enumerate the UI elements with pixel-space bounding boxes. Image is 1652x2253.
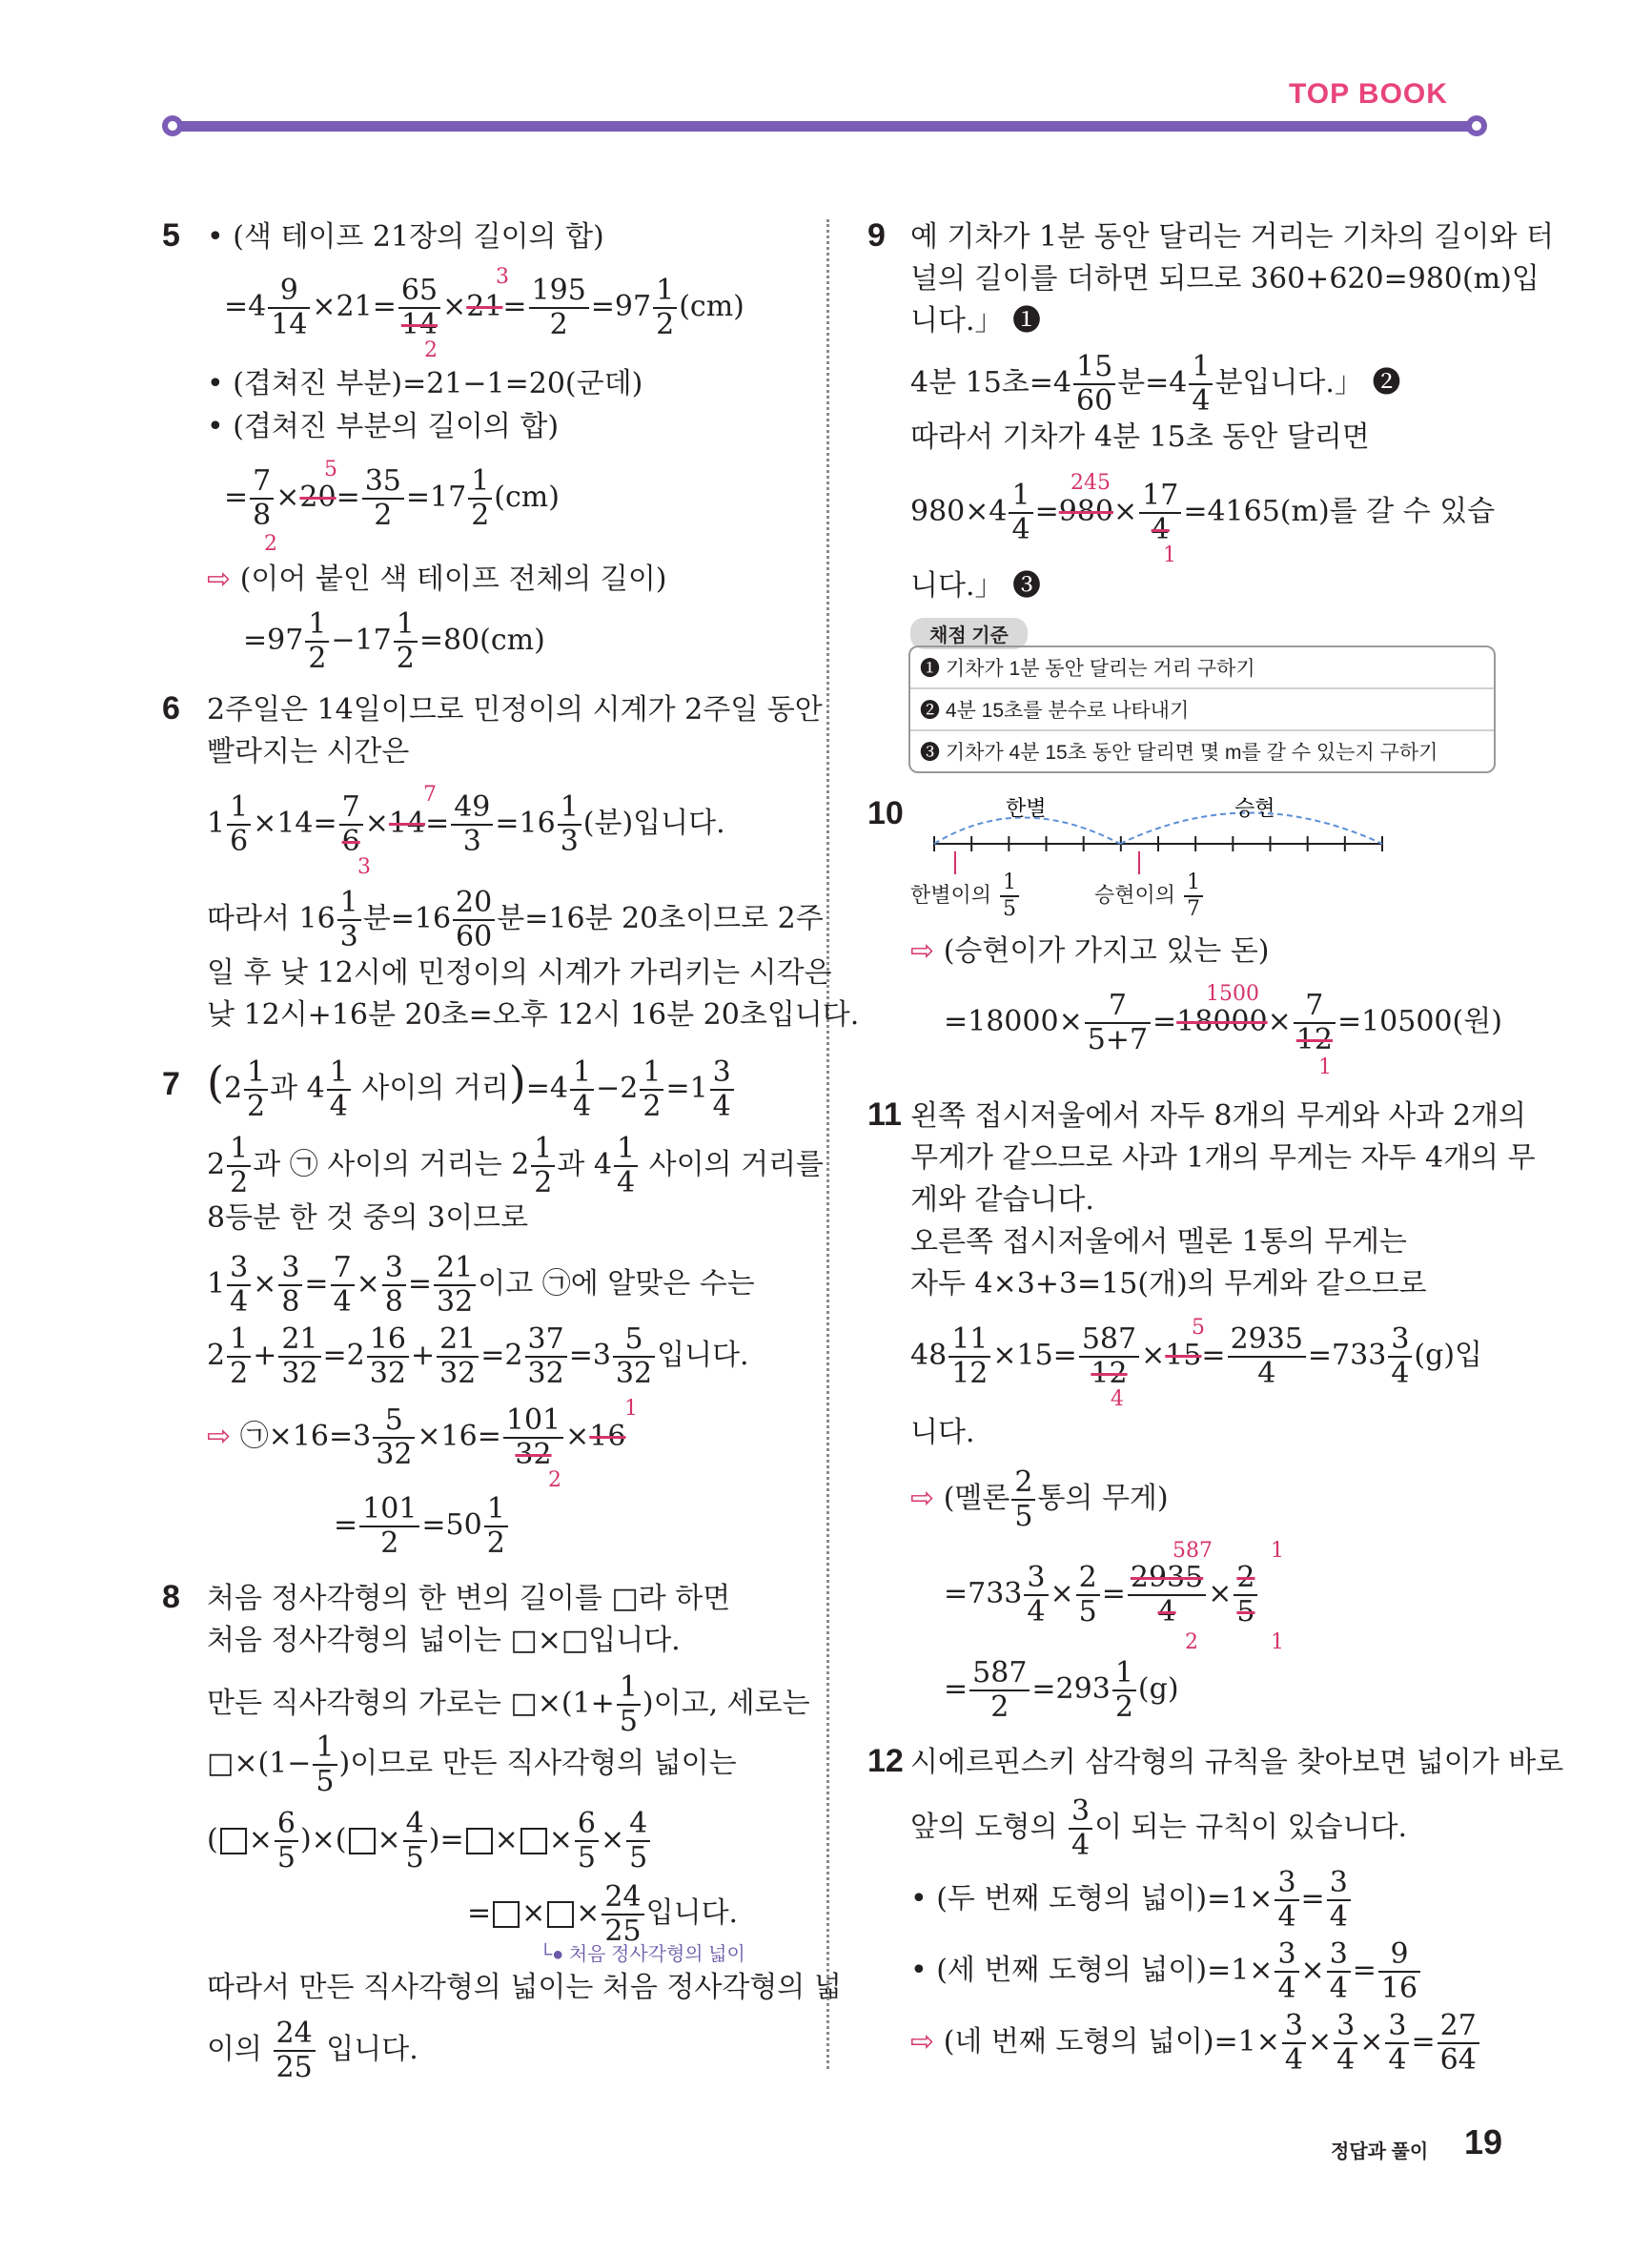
p11-line-3: 게와 같습니다. — [910, 1183, 1094, 1217]
p11-cancel-587: 587 — [1173, 1539, 1213, 1563]
p6-line-2: 빨라지는 시간은 — [207, 735, 410, 768]
p10-cancel-1: 1 — [1318, 1055, 1332, 1079]
problem-8-number: 8 — [162, 1579, 180, 1615]
p7-line-6a: ㉠×16=3 — [239, 1420, 372, 1453]
p8-line-7: 따라서 만든 직사각형의 넓이는 처음 정사각형의 넓 — [207, 1971, 842, 2004]
header-title: TOP BOOK — [1289, 78, 1448, 110]
label-hanbyeol: 한별 — [1006, 797, 1047, 821]
p9-line-3: 니다.」 ❶ — [910, 304, 1042, 338]
p6-cancel-7: 7 — [423, 783, 437, 807]
p11-line-5: 자두 4×3+3=15(개)의 무게와 같으므로 — [910, 1267, 1427, 1301]
p7-cancel-2: 2 — [548, 1468, 561, 1492]
p12-line-3a: • (두 번째 도형의 넓이)=1× — [910, 1882, 1274, 1915]
p9-cancel-245: 245 — [1071, 471, 1111, 495]
p5-line-6-text: (이어 붙인 색 테이프 전체의 길이) — [239, 563, 667, 596]
p8-note-text: 처음 정사각형의 넓이 — [568, 1944, 745, 1965]
p7-line-2: 2 $\frac{1}{2}$ 과 ㉠ 사이의 거리는 2 $\frac{1}{2}$ 과 4 $\frac{1}{4}$ 사이의 거리를 — [207, 1132, 825, 1199]
p8-line-3: 만든 직사각형의 가로는 □×(1+ $\frac{1}{5}$ )이고, 세로는 — [207, 1670, 810, 1738]
p9-cancel-1: 1 — [1163, 543, 1176, 567]
p9-line-4c: 분입니다.」 ❷ — [1214, 366, 1401, 399]
criteria-row: ❶ 기차가 1분 동안 달리는 거리 구하기 — [910, 647, 1494, 689]
p10-line-1-text: (승현이가 가지고 있는 돈) — [943, 934, 1270, 968]
p8-note: └● 처음 정사각형의 넓이 — [539, 1944, 745, 1965]
p8-line-4b: )이므로 만든 직사각형의 넓이는 — [338, 1747, 737, 1780]
column-divider — [826, 219, 829, 2069]
p9-line-2: 널의 길이를 더하면 되므로 360+620=980(m)입 — [910, 262, 1540, 296]
p8-line-6: = × × $\frac{24}{25}$ 입니다. — [467, 1880, 739, 1948]
p10-calc: =18000× $\frac{7}{5+7}$ =18000× $\frac{7}{12}$ =10500(원) — [944, 989, 1502, 1056]
p12-line-4a: • (세 번째 도형의 넓이)=1× — [910, 1954, 1274, 1987]
p6-line-1: 2주일은 14일이므로 민정이의 시계가 2주일 동안 — [207, 693, 823, 727]
p8-line-3a: 만든 직사각형의 가로는 □×(1+ — [207, 1687, 615, 1720]
criteria-title: 채점 기준 — [910, 618, 1028, 649]
problem-5-number: 5 — [162, 217, 180, 254]
p11-cancel-4: 4 — [1111, 1387, 1124, 1411]
p11-calc-3: = $\frac{587}{2}$ =293 $\frac{1}{2}$ (g) — [944, 1656, 1179, 1724]
problem-9-number: 9 — [867, 217, 886, 254]
p12-line-1: 시에르핀스키 삼각형의 규칙을 찾아보면 넓이가 바로 — [910, 1746, 1564, 1779]
p5-cancel-2b: 2 — [264, 532, 277, 556]
p9-line-6: 980×4 $\frac{1}{4}$ =980× $\frac{17}{4}$ =4165(m)를 갈 수 있습 — [910, 479, 1496, 546]
header-bar-left-cap — [162, 115, 183, 136]
p6-cancel-3: 3 — [357, 855, 371, 879]
p8-line-7a: 이의 — [207, 2033, 262, 2066]
p9-line-7: 니다.」 ❸ — [910, 569, 1042, 603]
p12-line-2b: 이 되는 규칙이 있습니다. — [1094, 1811, 1408, 1844]
p11-line-8b: 통의 무게) — [1037, 1482, 1169, 1515]
p7-line-2c: 사이의 거리를 — [648, 1148, 825, 1181]
p7-line-1a: 과 — [270, 1072, 298, 1105]
criteria-row: ❷ 4분 15초를 분수로 나타내기 — [910, 689, 1494, 731]
p12-line-2a: 앞의 도형의 — [910, 1811, 1058, 1844]
p5-line-3: • (겹쳐진 부분)=21−1=20(군데) — [207, 367, 643, 400]
label-seunghyeon: 승현 — [1234, 797, 1275, 821]
p8-line-3b: )이고, 세로는 — [642, 1687, 810, 1720]
p5-calc-1: =4 $\frac{9}{14}$ ×21= $\frac{65}{14}$ ×21= $\frac{195}{2}$ =97 $\frac{1}{2}$ (cm) — [224, 274, 744, 341]
p9-line-4a: 4분 15초=4 — [910, 366, 1071, 399]
problem-7-number: 7 — [162, 1066, 180, 1102]
p6-line-5b: 분=16분 20초이므로 2주 — [497, 902, 824, 935]
p11-line-8: ⇨ (멜론 $\frac{2}{5}$ 통의 무게) — [910, 1465, 1169, 1533]
p12-line-3: • (두 번째 도형의 넓이)=1× $\frac{3}{4}$ = $\frac{3}{4}$ — [910, 1869, 1353, 1932]
p10-share-a: 한별이의 $\frac{1}{5}$ — [910, 872, 1021, 920]
p5-calc-2: = $\frac{7}{8}$ ×20= $\frac{35}{2}$ =17 $\frac{1}{2}$ (cm) — [224, 464, 560, 532]
p12-line-2: 앞의 도형의 $\frac{3}{4}$ 이 되는 규칙이 있습니다. — [910, 1794, 1408, 1862]
p5-line-1: • (색 테이프 21장의 길이의 합) — [207, 220, 604, 254]
p5-calc-3: =97 $\frac{1}{2}$ −17 $\frac{1}{2}$ =80(cm) — [243, 607, 545, 675]
p9-line-4b: 분=4 — [1117, 366, 1188, 399]
footer-label: 정답과 풀이 — [1331, 2141, 1429, 2162]
p6-line-7: 낮 12시+16분 20초=오후 12시 16분 20초입니다. — [207, 998, 860, 1032]
p12-line-4: • (세 번째 도형의 넓이)=1× $\frac{3}{4}$ × $\frac{3}{4}$ = $\frac{9}{16}$ — [910, 1940, 1422, 2003]
p5-cancel-5: 5 — [324, 458, 337, 481]
p7-cancel-1: 1 — [624, 1397, 638, 1421]
p11-line-4: 오른쪽 접시저울에서 멜론 1통의 무게는 — [910, 1225, 1407, 1259]
p6-line-5: 따라서 16 $\frac{1}{3}$ 분=16 $\frac{20}{60}$ 분=16분 20초이므로 2주 — [207, 886, 824, 953]
problem-10-number: 10 — [867, 795, 904, 831]
p7-line-6: ⇨ ㉠×16=3 $\frac{5}{32}$ ×16= $\frac{101}{32}$ ×16 — [207, 1403, 626, 1471]
p10-share-a-text: 한별이의 — [910, 884, 992, 908]
p5-line-6: ⇨ (이어 붙인 색 테이프 전체의 길이) — [207, 563, 667, 596]
p7-line-1b: 사이의 거리 — [361, 1072, 509, 1105]
p8-line-2: 처음 정사각형의 넓이는 □×□입니다. — [207, 1624, 681, 1657]
arc-hanbyeol — [934, 818, 1120, 845]
p7-line-5b: 입니다. — [657, 1339, 749, 1372]
p5-cancel-3: 3 — [496, 265, 509, 289]
p7-line-5: 2 $\frac{1}{2}$ + $\frac{21}{32}$ =2 $\frac{16}{32}$ + $\frac{21}{32}$ =2 $\frac{37}{32}$ =3 $\frac{5}{32}$ 입니다. — [207, 1322, 749, 1390]
criteria-row: ❸ 기차가 4분 15초 동안 달리면 몇 m를 갈 수 있는지 구하기 — [920, 742, 1438, 764]
p7-line-3: 8등분 한 것 중의 3이므로 — [207, 1201, 529, 1235]
p11-cancel-1b: 1 — [1271, 1630, 1284, 1654]
p8-line-4a: □×(1− — [207, 1747, 312, 1780]
p11-line-2: 무게가 같으므로 사과 1개의 무게는 자두 4개의 무 — [910, 1141, 1536, 1175]
p5-line-4: • (겹쳐진 부분의 길이의 합) — [207, 410, 560, 443]
p8-line-4: □×(1− $\frac{1}{5}$ )이므로 만든 직사각형의 넓이는 — [207, 1731, 737, 1798]
p11-cancel-1a: 1 — [1271, 1539, 1284, 1563]
p8-line-5: ( × $\frac{6}{5}$ )×( × $\frac{4}{5}$ )= × × $\frac{6}{5}$ × $\frac{4}{5}$ — [207, 1810, 652, 1873]
criteria-table — [908, 645, 1496, 773]
p6-line-6: 일 후 낮 12시에 민정이의 시계가 가리키는 시각은 — [207, 956, 832, 990]
problem-6-number: 6 — [162, 690, 180, 727]
p6-line-4b: (분)입니다. — [582, 807, 725, 840]
p5-cancel-2: 2 — [424, 338, 438, 362]
p7-line-1: (2 $\frac{1}{2}$ 과 4 $\frac{1}{4}$ 사이의 거리)=4 $\frac{1}{4}$ −2 $\frac{1}{2}$ =1 $\frac{3}{4}$ — [207, 1058, 736, 1121]
p7-line-4: 1 $\frac{3}{4}$ × $\frac{3}{8}$ = $\frac{7}{4}$ × $\frac{3}{8}$ = $\frac{21}{32}$ 이고 ㉠에 알맞은 수는 — [207, 1251, 755, 1319]
p9-line-1: 예 기차가 1분 동안 달리는 거리는 기차의 길이와 터 — [910, 220, 1554, 254]
p9-line-5: 따라서 기차가 4분 15초 동안 달리면 — [910, 420, 1370, 454]
p11-calc-2: =733 $\frac{3}{4}$ × $\frac{2}{5}$ = $\frac{2935}{4}$ × $\frac{2}{5}$ — [944, 1564, 1259, 1627]
p10-share-b: 승현이의 $\frac{1}{7}$ — [1094, 872, 1205, 920]
p11-cancel-5: 5 — [1192, 1316, 1205, 1340]
p6-calc-1: 1 $\frac{1}{6}$ ×14= $\frac{7}{6}$ ×14= $\frac{49}{3}$ =16 $\frac{1}{3}$ (분)입니다. — [207, 790, 725, 858]
problem-12-number: 12 — [867, 1743, 904, 1779]
p12-line-5: ⇨ (네 번째 도형의 넓이)=1× $\frac{3}{4}$ × $\frac{3}{4}$ × $\frac{3}{4}$ = $\frac{27}{64}$ — [910, 2012, 1481, 2075]
header-bar-right-cap — [1466, 115, 1487, 136]
page-number: 19 — [1464, 2122, 1503, 2161]
p11-line-7: 니다. — [910, 1416, 975, 1449]
p11-line-8a: (멜론 — [943, 1482, 1010, 1515]
p10-cancel-1500: 1500 — [1206, 982, 1259, 1006]
p9-line-6b: =4165(m)를 갈 수 있습 — [1183, 495, 1496, 528]
p10-line-1: ⇨ (승현이가 가지고 있는 돈) — [910, 934, 1270, 968]
p8-line-8: 이의 $\frac{24}{25}$ 입니다. — [207, 2017, 418, 2084]
p12-line-5a: (네 번째 도형의 넓이)=1× — [943, 2025, 1280, 2058]
p7-line-7: = $\frac{101}{2}$ =50 $\frac{1}{2}$ — [334, 1495, 510, 1558]
p8-line-5b: 입니다. — [645, 1896, 739, 1930]
header-bar — [170, 121, 1478, 132]
p9-line-4: 4분 15초=4 $\frac{15}{60}$ 분=4 $\frac{1}{4}$ 분입니다.」 ❷ — [910, 350, 1401, 418]
p7-line-2b: 과 — [557, 1148, 585, 1181]
p10-calc-end: =10500(원) — [1336, 1005, 1502, 1038]
p8-line-1: 처음 정사각형의 한 변의 길이를 □라 하면 — [207, 1582, 731, 1615]
p11-calc-1-end: (g)입 — [1414, 1339, 1483, 1372]
p8-line-7b: 입니다. — [326, 2033, 418, 2066]
p10-share-b-text: 승현이의 — [1094, 884, 1176, 908]
p11-line-1: 왼쪽 접시저울에서 자두 8개의 무게와 사과 2개의 — [910, 1099, 1527, 1133]
p11-cancel-2: 2 — [1185, 1630, 1198, 1654]
p11-calc-1: 48 $\frac{11}{12}$ ×15= $\frac{587}{12}$ ×15= $\frac{2935}{4}$ =733 $\frac{3}{4}$ (g)입 — [910, 1322, 1483, 1390]
p7-line-4b: 이고 ㉠에 알맞은 수는 — [478, 1267, 755, 1301]
p7-line-2a: 과 ㉠ 사이의 거리는 — [253, 1148, 502, 1181]
problem-11-number: 11 — [867, 1096, 902, 1133]
